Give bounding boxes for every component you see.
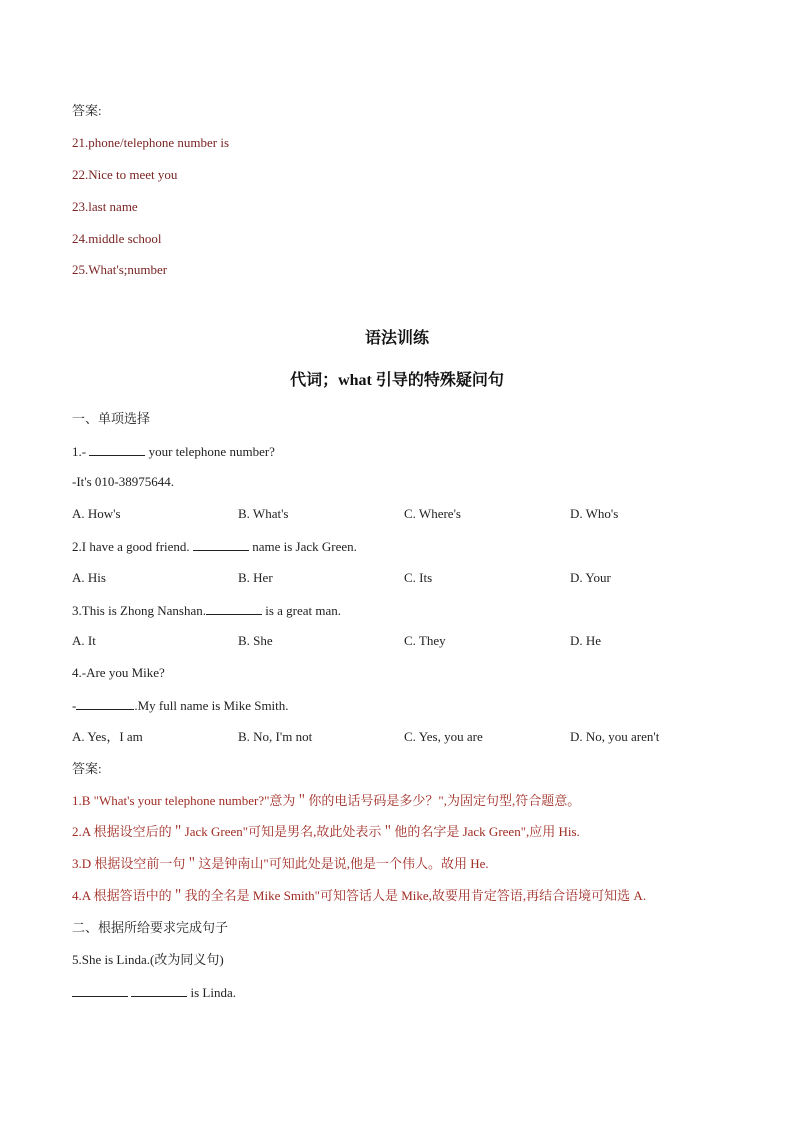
q4-blank[interactable] — [76, 697, 134, 710]
q5-blank-2[interactable] — [131, 984, 187, 997]
question-4: 4.-Are you Mike? — [72, 665, 165, 680]
part1-heading: 一、单项选择 — [72, 411, 151, 426]
part2-heading: 二、根据所给要求完成句子 — [72, 920, 229, 935]
answers-label: 答案: — [72, 103, 102, 118]
q4-option-a[interactable]: A. Yes，I am — [72, 729, 143, 744]
q5-blank-1[interactable] — [72, 984, 128, 997]
q4-prefix: - — [72, 698, 77, 713]
section-subtitle: 代词；what 引导的特殊疑问句 — [290, 372, 504, 389]
q1-option-a[interactable]: A. How's — [72, 506, 121, 521]
q3-option-c[interactable]: C. They — [404, 633, 446, 648]
q1-suffix: your telephone number? — [145, 444, 275, 459]
q3-option-a[interactable]: A. It — [72, 633, 96, 648]
q5-answer-line — [72, 984, 236, 1001]
section-title: 语法训练 — [364, 330, 429, 347]
explanation-1: 1.B "What's your telephone number?"意为＂你的电话号码是多少？",为固定句型,符合题意。 — [72, 793, 581, 808]
q2-option-c[interactable]: C. Its — [404, 570, 433, 585]
q3-option-d[interactable]: D. He — [570, 633, 602, 648]
q5-suffix: is Linda. — [187, 985, 236, 1000]
q4-option-c[interactable]: C. Yes, you are — [404, 729, 483, 744]
q2-option-a[interactable]: A. His — [72, 570, 106, 585]
q2-blank[interactable] — [193, 538, 249, 551]
q4-reply — [72, 697, 289, 714]
answer-21: 21.phone/telephone number is — [72, 135, 230, 150]
answer-23: 23.last name — [72, 199, 138, 214]
q4-option-d[interactable]: D. No, you aren't — [570, 729, 660, 744]
q3-option-b[interactable]: B. She — [238, 633, 273, 648]
q4-option-b[interactable]: B. No, I'm not — [238, 729, 313, 744]
q2-option-b[interactable]: B. Her — [238, 570, 273, 585]
explanation-2: 2.A 根据设空后的＂Jack Green"可知是男名,故此处表示＂他的名字是 Jack Green",应用 His. — [72, 824, 580, 839]
answers2-label: 答案: — [72, 761, 102, 776]
question-1 — [72, 443, 275, 460]
q3-suffix: is a great man. — [261, 603, 342, 618]
q1-prefix: 1.- — [72, 444, 90, 459]
q1-blank[interactable] — [89, 443, 145, 456]
q1-option-b[interactable]: B. What's — [238, 506, 289, 521]
answer-24: 24.middle school — [72, 231, 162, 246]
q2-prefix: 2.I have a good friend. — [72, 539, 193, 554]
explanation-4: 4.A 根据答语中的＂我的全名是 Mike Smith"可知答话人是 Mike,故要用肯定答语,再结合语境可知选 A. — [72, 888, 647, 903]
explanation-3: 3.D 根据设空前一句＂这是钟南山"可知此处是说,他是一个伟人。故用 He. — [72, 856, 489, 871]
answer-25: 25.What's;number — [72, 262, 168, 277]
q3-prefix: 3.This is Zhong Nanshan. — [72, 603, 206, 618]
q2-option-d[interactable]: D. Your — [570, 570, 611, 585]
answer-22: 22.Nice to meet you — [72, 167, 178, 182]
q4-suffix: .My full name is Mike Smith. — [134, 698, 289, 713]
q1-option-d[interactable]: D. Who's — [570, 506, 619, 521]
q1-option-c[interactable]: C. Where's — [404, 506, 461, 521]
question-2 — [72, 538, 357, 555]
question-3 — [72, 602, 341, 619]
q1-reply: -It's 010-38975644. — [72, 474, 175, 489]
q3-blank[interactable] — [206, 602, 262, 615]
question-5: 5.She is Linda.(改为同义句) — [72, 952, 224, 967]
q2-suffix: name is Jack Green. — [248, 539, 357, 554]
